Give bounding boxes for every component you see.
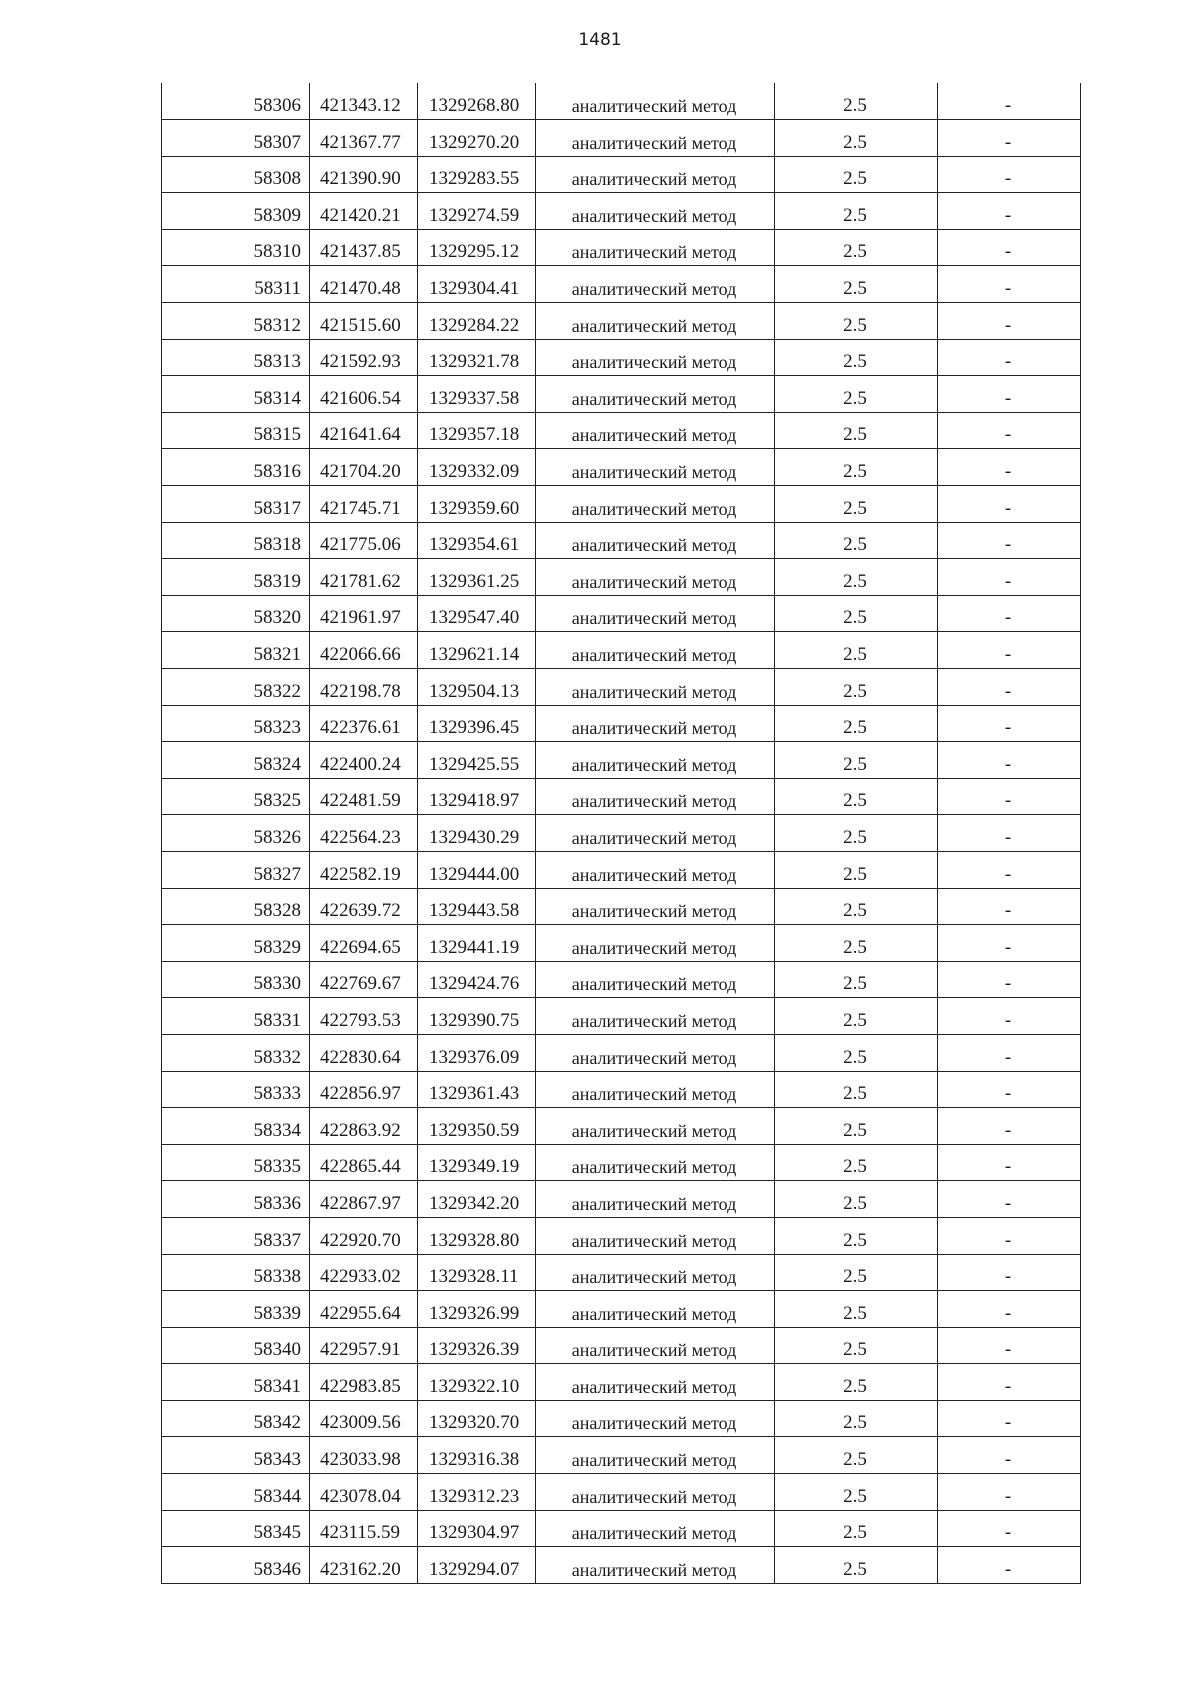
note-cell: - bbox=[938, 1181, 1081, 1218]
method-cell: аналитический метод bbox=[536, 1181, 775, 1218]
method-cell: аналитический метод bbox=[536, 1144, 775, 1181]
accuracy-cell: 2.5 bbox=[775, 632, 938, 669]
method-cell: аналитический метод bbox=[536, 193, 775, 230]
method-cell: аналитический метод bbox=[536, 303, 775, 340]
y-coordinate-cell: 1329328.80 bbox=[418, 1217, 536, 1254]
method-cell: аналитический метод bbox=[536, 632, 775, 669]
table-row bbox=[162, 1034, 1081, 1071]
point-number-cell: 58306 bbox=[162, 83, 310, 120]
point-number-cell: 58326 bbox=[162, 815, 310, 852]
accuracy-cell: 2.5 bbox=[775, 595, 938, 632]
point-number-cell: 58344 bbox=[162, 1474, 310, 1511]
note-cell: - bbox=[938, 669, 1081, 706]
coordinates-table bbox=[161, 83, 1081, 1584]
table-row bbox=[162, 486, 1081, 523]
note-cell: - bbox=[938, 229, 1081, 266]
method-cell: аналитический метод bbox=[536, 742, 775, 779]
accuracy-cell: 2.5 bbox=[775, 449, 938, 486]
x-coordinate-cell: 422920.70 bbox=[310, 1217, 418, 1254]
method-cell: аналитический метод bbox=[536, 998, 775, 1035]
y-coordinate-cell: 1329430.29 bbox=[418, 815, 536, 852]
method-cell: аналитический метод bbox=[536, 1510, 775, 1547]
y-coordinate-cell: 1329268.80 bbox=[418, 83, 536, 120]
table-row bbox=[162, 669, 1081, 706]
method-cell: аналитический метод bbox=[536, 156, 775, 193]
y-coordinate-cell: 1329361.25 bbox=[418, 559, 536, 596]
point-number-cell: 58321 bbox=[162, 632, 310, 669]
point-number-cell: 58312 bbox=[162, 303, 310, 340]
table-row bbox=[162, 376, 1081, 413]
accuracy-cell: 2.5 bbox=[775, 1437, 938, 1474]
point-number-cell: 58334 bbox=[162, 1108, 310, 1145]
table-row bbox=[162, 339, 1081, 376]
x-coordinate-cell: 422793.53 bbox=[310, 998, 418, 1035]
note-cell: - bbox=[938, 486, 1081, 523]
table-row bbox=[162, 120, 1081, 157]
note-cell: - bbox=[938, 339, 1081, 376]
method-cell: аналитический метод bbox=[536, 888, 775, 925]
method-cell: аналитический метод bbox=[536, 120, 775, 157]
table-row bbox=[162, 595, 1081, 632]
method-cell: аналитический метод bbox=[536, 1291, 775, 1328]
method-cell: аналитический метод bbox=[536, 1108, 775, 1145]
method-cell: аналитический метод bbox=[536, 815, 775, 852]
note-cell: - bbox=[938, 1071, 1081, 1108]
accuracy-cell: 2.5 bbox=[775, 1400, 938, 1437]
y-coordinate-cell: 1329283.55 bbox=[418, 156, 536, 193]
table-row bbox=[162, 778, 1081, 815]
note-cell: - bbox=[938, 1217, 1081, 1254]
accuracy-cell: 2.5 bbox=[775, 120, 938, 157]
note-cell: - bbox=[938, 1327, 1081, 1364]
x-coordinate-cell: 423078.04 bbox=[310, 1474, 418, 1511]
table-row bbox=[162, 998, 1081, 1035]
table-row bbox=[162, 1254, 1081, 1291]
method-cell: аналитический метод bbox=[536, 1474, 775, 1511]
accuracy-cell: 2.5 bbox=[775, 522, 938, 559]
x-coordinate-cell: 422769.67 bbox=[310, 961, 418, 998]
method-cell: аналитический метод bbox=[536, 229, 775, 266]
note-cell: - bbox=[938, 1034, 1081, 1071]
y-coordinate-cell: 1329396.45 bbox=[418, 705, 536, 742]
table-row bbox=[162, 559, 1081, 596]
x-coordinate-cell: 422481.59 bbox=[310, 778, 418, 815]
table-row bbox=[162, 1071, 1081, 1108]
x-coordinate-cell: 422582.19 bbox=[310, 851, 418, 888]
method-cell: аналитический метод bbox=[536, 1437, 775, 1474]
y-coordinate-cell: 1329322.10 bbox=[418, 1364, 536, 1401]
y-coordinate-cell: 1329321.78 bbox=[418, 339, 536, 376]
point-number-cell: 58333 bbox=[162, 1071, 310, 1108]
x-coordinate-cell: 422830.64 bbox=[310, 1034, 418, 1071]
x-coordinate-cell: 422865.44 bbox=[310, 1144, 418, 1181]
accuracy-cell: 2.5 bbox=[775, 925, 938, 962]
accuracy-cell: 2.5 bbox=[775, 1144, 938, 1181]
accuracy-cell: 2.5 bbox=[775, 303, 938, 340]
method-cell: аналитический метод bbox=[536, 705, 775, 742]
x-coordinate-cell: 422867.97 bbox=[310, 1181, 418, 1218]
y-coordinate-cell: 1329418.97 bbox=[418, 778, 536, 815]
x-coordinate-cell: 422863.92 bbox=[310, 1108, 418, 1145]
y-coordinate-cell: 1329332.09 bbox=[418, 449, 536, 486]
table-row bbox=[162, 1327, 1081, 1364]
accuracy-cell: 2.5 bbox=[775, 339, 938, 376]
accuracy-cell: 2.5 bbox=[775, 1181, 938, 1218]
x-coordinate-cell: 421470.48 bbox=[310, 266, 418, 303]
table-row bbox=[162, 1364, 1081, 1401]
x-coordinate-cell: 421606.54 bbox=[310, 376, 418, 413]
method-cell: аналитический метод bbox=[536, 1327, 775, 1364]
accuracy-cell: 2.5 bbox=[775, 156, 938, 193]
table-row bbox=[162, 522, 1081, 559]
point-number-cell: 58332 bbox=[162, 1034, 310, 1071]
table-row bbox=[162, 412, 1081, 449]
x-coordinate-cell: 421641.64 bbox=[310, 412, 418, 449]
accuracy-cell: 2.5 bbox=[775, 1034, 938, 1071]
note-cell: - bbox=[938, 851, 1081, 888]
y-coordinate-cell: 1329320.70 bbox=[418, 1400, 536, 1437]
y-coordinate-cell: 1329443.58 bbox=[418, 888, 536, 925]
method-cell: аналитический метод bbox=[536, 339, 775, 376]
y-coordinate-cell: 1329326.39 bbox=[418, 1327, 536, 1364]
point-number-cell: 58329 bbox=[162, 925, 310, 962]
note-cell: - bbox=[938, 376, 1081, 413]
accuracy-cell: 2.5 bbox=[775, 851, 938, 888]
method-cell: аналитический метод bbox=[536, 522, 775, 559]
table-row bbox=[162, 925, 1081, 962]
point-number-cell: 58324 bbox=[162, 742, 310, 779]
x-coordinate-cell: 421781.62 bbox=[310, 559, 418, 596]
point-number-cell: 58315 bbox=[162, 412, 310, 449]
note-cell: - bbox=[938, 120, 1081, 157]
y-coordinate-cell: 1329425.55 bbox=[418, 742, 536, 779]
table-row bbox=[162, 266, 1081, 303]
point-number-cell: 58323 bbox=[162, 705, 310, 742]
y-coordinate-cell: 1329424.76 bbox=[418, 961, 536, 998]
y-coordinate-cell: 1329342.20 bbox=[418, 1181, 536, 1218]
accuracy-cell: 2.5 bbox=[775, 1071, 938, 1108]
method-cell: аналитический метод bbox=[536, 1034, 775, 1071]
table-row bbox=[162, 1291, 1081, 1328]
note-cell: - bbox=[938, 1108, 1081, 1145]
note-cell: - bbox=[938, 1437, 1081, 1474]
point-number-cell: 58337 bbox=[162, 1217, 310, 1254]
y-coordinate-cell: 1329274.59 bbox=[418, 193, 536, 230]
y-coordinate-cell: 1329357.18 bbox=[418, 412, 536, 449]
x-coordinate-cell: 422400.24 bbox=[310, 742, 418, 779]
table-row bbox=[162, 888, 1081, 925]
point-number-cell: 58346 bbox=[162, 1547, 310, 1584]
x-coordinate-cell: 421961.97 bbox=[310, 595, 418, 632]
y-coordinate-cell: 1329621.14 bbox=[418, 632, 536, 669]
accuracy-cell: 2.5 bbox=[775, 1510, 938, 1547]
note-cell: - bbox=[938, 559, 1081, 596]
note-cell: - bbox=[938, 595, 1081, 632]
method-cell: аналитический метод bbox=[536, 266, 775, 303]
method-cell: аналитический метод bbox=[536, 412, 775, 449]
point-number-cell: 58328 bbox=[162, 888, 310, 925]
y-coordinate-cell: 1329349.19 bbox=[418, 1144, 536, 1181]
method-cell: аналитический метод bbox=[536, 486, 775, 523]
accuracy-cell: 2.5 bbox=[775, 1327, 938, 1364]
method-cell: аналитический метод bbox=[536, 669, 775, 706]
point-number-cell: 58325 bbox=[162, 778, 310, 815]
y-coordinate-cell: 1329295.12 bbox=[418, 229, 536, 266]
table-row bbox=[162, 156, 1081, 193]
x-coordinate-cell: 421343.12 bbox=[310, 83, 418, 120]
point-number-cell: 58308 bbox=[162, 156, 310, 193]
x-coordinate-cell: 422694.65 bbox=[310, 925, 418, 962]
y-coordinate-cell: 1329390.75 bbox=[418, 998, 536, 1035]
point-number-cell: 58331 bbox=[162, 998, 310, 1035]
x-coordinate-cell: 422983.85 bbox=[310, 1364, 418, 1401]
method-cell: аналитический метод bbox=[536, 1071, 775, 1108]
table-row bbox=[162, 303, 1081, 340]
table-row bbox=[162, 229, 1081, 266]
x-coordinate-cell: 422066.66 bbox=[310, 632, 418, 669]
x-coordinate-cell: 422933.02 bbox=[310, 1254, 418, 1291]
point-number-cell: 58310 bbox=[162, 229, 310, 266]
x-coordinate-cell: 423033.98 bbox=[310, 1437, 418, 1474]
table-row bbox=[162, 632, 1081, 669]
accuracy-cell: 2.5 bbox=[775, 1474, 938, 1511]
table-row bbox=[162, 742, 1081, 779]
accuracy-cell: 2.5 bbox=[775, 376, 938, 413]
method-cell: аналитический метод bbox=[536, 1364, 775, 1401]
accuracy-cell: 2.5 bbox=[775, 742, 938, 779]
y-coordinate-cell: 1329350.59 bbox=[418, 1108, 536, 1145]
note-cell: - bbox=[938, 303, 1081, 340]
note-cell: - bbox=[938, 961, 1081, 998]
note-cell: - bbox=[938, 742, 1081, 779]
table-row bbox=[162, 449, 1081, 486]
page-number: 1481 bbox=[578, 30, 622, 50]
y-coordinate-cell: 1329294.07 bbox=[418, 1547, 536, 1584]
point-number-cell: 58319 bbox=[162, 559, 310, 596]
note-cell: - bbox=[938, 925, 1081, 962]
x-coordinate-cell: 423009.56 bbox=[310, 1400, 418, 1437]
accuracy-cell: 2.5 bbox=[775, 1217, 938, 1254]
note-cell: - bbox=[938, 778, 1081, 815]
accuracy-cell: 2.5 bbox=[775, 486, 938, 523]
note-cell: - bbox=[938, 1144, 1081, 1181]
note-cell: - bbox=[938, 522, 1081, 559]
x-coordinate-cell: 421515.60 bbox=[310, 303, 418, 340]
point-number-cell: 58307 bbox=[162, 120, 310, 157]
y-coordinate-cell: 1329326.99 bbox=[418, 1291, 536, 1328]
y-coordinate-cell: 1329361.43 bbox=[418, 1071, 536, 1108]
x-coordinate-cell: 422564.23 bbox=[310, 815, 418, 852]
x-coordinate-cell: 421592.93 bbox=[310, 339, 418, 376]
y-coordinate-cell: 1329444.00 bbox=[418, 851, 536, 888]
point-number-cell: 58342 bbox=[162, 1400, 310, 1437]
x-coordinate-cell: 422198.78 bbox=[310, 669, 418, 706]
y-coordinate-cell: 1329359.60 bbox=[418, 486, 536, 523]
method-cell: аналитический метод bbox=[536, 595, 775, 632]
point-number-cell: 58318 bbox=[162, 522, 310, 559]
table-row bbox=[162, 83, 1081, 120]
table-row bbox=[162, 1181, 1081, 1218]
note-cell: - bbox=[938, 1254, 1081, 1291]
note-cell: - bbox=[938, 815, 1081, 852]
x-coordinate-cell: 421437.85 bbox=[310, 229, 418, 266]
note-cell: - bbox=[938, 632, 1081, 669]
y-coordinate-cell: 1329376.09 bbox=[418, 1034, 536, 1071]
point-number-cell: 58339 bbox=[162, 1291, 310, 1328]
x-coordinate-cell: 421704.20 bbox=[310, 449, 418, 486]
table-row bbox=[162, 851, 1081, 888]
y-coordinate-cell: 1329441.19 bbox=[418, 925, 536, 962]
y-coordinate-cell: 1329354.61 bbox=[418, 522, 536, 559]
x-coordinate-cell: 422639.72 bbox=[310, 888, 418, 925]
accuracy-cell: 2.5 bbox=[775, 669, 938, 706]
note-cell: - bbox=[938, 1364, 1081, 1401]
note-cell: - bbox=[938, 266, 1081, 303]
point-number-cell: 58313 bbox=[162, 339, 310, 376]
point-number-cell: 58311 bbox=[162, 266, 310, 303]
x-coordinate-cell: 421775.06 bbox=[310, 522, 418, 559]
method-cell: аналитический метод bbox=[536, 1217, 775, 1254]
note-cell: - bbox=[938, 83, 1081, 120]
table-row bbox=[162, 815, 1081, 852]
x-coordinate-cell: 421390.90 bbox=[310, 156, 418, 193]
note-cell: - bbox=[938, 1400, 1081, 1437]
x-coordinate-cell: 422856.97 bbox=[310, 1071, 418, 1108]
x-coordinate-cell: 423115.59 bbox=[310, 1510, 418, 1547]
method-cell: аналитический метод bbox=[536, 778, 775, 815]
accuracy-cell: 2.5 bbox=[775, 193, 938, 230]
table-row bbox=[162, 1400, 1081, 1437]
table-row bbox=[162, 1217, 1081, 1254]
y-coordinate-cell: 1329316.38 bbox=[418, 1437, 536, 1474]
accuracy-cell: 2.5 bbox=[775, 1547, 938, 1584]
note-cell: - bbox=[938, 156, 1081, 193]
y-coordinate-cell: 1329304.97 bbox=[418, 1510, 536, 1547]
accuracy-cell: 2.5 bbox=[775, 1291, 938, 1328]
accuracy-cell: 2.5 bbox=[775, 815, 938, 852]
accuracy-cell: 2.5 bbox=[775, 705, 938, 742]
note-cell: - bbox=[938, 193, 1081, 230]
x-coordinate-cell: 421745.71 bbox=[310, 486, 418, 523]
x-coordinate-cell: 423162.20 bbox=[310, 1547, 418, 1584]
accuracy-cell: 2.5 bbox=[775, 1364, 938, 1401]
note-cell: - bbox=[938, 449, 1081, 486]
note-cell: - bbox=[938, 1510, 1081, 1547]
point-number-cell: 58335 bbox=[162, 1144, 310, 1181]
point-number-cell: 58322 bbox=[162, 669, 310, 706]
accuracy-cell: 2.5 bbox=[775, 998, 938, 1035]
accuracy-cell: 2.5 bbox=[775, 888, 938, 925]
point-number-cell: 58340 bbox=[162, 1327, 310, 1364]
point-number-cell: 58343 bbox=[162, 1437, 310, 1474]
point-number-cell: 58330 bbox=[162, 961, 310, 998]
table-row bbox=[162, 1144, 1081, 1181]
accuracy-cell: 2.5 bbox=[775, 412, 938, 449]
y-coordinate-cell: 1329504.13 bbox=[418, 669, 536, 706]
method-cell: аналитический метод bbox=[536, 925, 775, 962]
method-cell: аналитический метод bbox=[536, 449, 775, 486]
accuracy-cell: 2.5 bbox=[775, 559, 938, 596]
note-cell: - bbox=[938, 1474, 1081, 1511]
y-coordinate-cell: 1329312.23 bbox=[418, 1474, 536, 1511]
accuracy-cell: 2.5 bbox=[775, 1108, 938, 1145]
table-body bbox=[162, 83, 1081, 1583]
x-coordinate-cell: 421367.77 bbox=[310, 120, 418, 157]
table-row bbox=[162, 1474, 1081, 1511]
accuracy-cell: 2.5 bbox=[775, 266, 938, 303]
method-cell: аналитический метод bbox=[536, 376, 775, 413]
note-cell: - bbox=[938, 888, 1081, 925]
point-number-cell: 58341 bbox=[162, 1364, 310, 1401]
accuracy-cell: 2.5 bbox=[775, 961, 938, 998]
y-coordinate-cell: 1329328.11 bbox=[418, 1254, 536, 1291]
method-cell: аналитический метод bbox=[536, 851, 775, 888]
table-row bbox=[162, 1437, 1081, 1474]
table-row bbox=[162, 1547, 1081, 1584]
table-row bbox=[162, 193, 1081, 230]
point-number-cell: 58314 bbox=[162, 376, 310, 413]
y-coordinate-cell: 1329284.22 bbox=[418, 303, 536, 340]
point-number-cell: 58327 bbox=[162, 851, 310, 888]
accuracy-cell: 2.5 bbox=[775, 83, 938, 120]
method-cell: аналитический метод bbox=[536, 961, 775, 998]
y-coordinate-cell: 1329270.20 bbox=[418, 120, 536, 157]
method-cell: аналитический метод bbox=[536, 559, 775, 596]
method-cell: аналитический метод bbox=[536, 83, 775, 120]
x-coordinate-cell: 422957.91 bbox=[310, 1327, 418, 1364]
point-number-cell: 58338 bbox=[162, 1254, 310, 1291]
x-coordinate-cell: 422955.64 bbox=[310, 1291, 418, 1328]
method-cell: аналитический метод bbox=[536, 1400, 775, 1437]
y-coordinate-cell: 1329304.41 bbox=[418, 266, 536, 303]
note-cell: - bbox=[938, 998, 1081, 1035]
note-cell: - bbox=[938, 705, 1081, 742]
method-cell: аналитический метод bbox=[536, 1254, 775, 1291]
point-number-cell: 58345 bbox=[162, 1510, 310, 1547]
accuracy-cell: 2.5 bbox=[775, 778, 938, 815]
table-row bbox=[162, 705, 1081, 742]
note-cell: - bbox=[938, 412, 1081, 449]
x-coordinate-cell: 421420.21 bbox=[310, 193, 418, 230]
point-number-cell: 58316 bbox=[162, 449, 310, 486]
table-row bbox=[162, 1108, 1081, 1145]
y-coordinate-cell: 1329547.40 bbox=[418, 595, 536, 632]
point-number-cell: 58317 bbox=[162, 486, 310, 523]
point-number-cell: 58336 bbox=[162, 1181, 310, 1218]
table-row bbox=[162, 961, 1081, 998]
note-cell: - bbox=[938, 1547, 1081, 1584]
point-number-cell: 58320 bbox=[162, 595, 310, 632]
point-number-cell: 58309 bbox=[162, 193, 310, 230]
accuracy-cell: 2.5 bbox=[775, 1254, 938, 1291]
note-cell: - bbox=[938, 1291, 1081, 1328]
accuracy-cell: 2.5 bbox=[775, 229, 938, 266]
table-row bbox=[162, 1510, 1081, 1547]
x-coordinate-cell: 422376.61 bbox=[310, 705, 418, 742]
y-coordinate-cell: 1329337.58 bbox=[418, 376, 536, 413]
method-cell: аналитический метод bbox=[536, 1547, 775, 1584]
